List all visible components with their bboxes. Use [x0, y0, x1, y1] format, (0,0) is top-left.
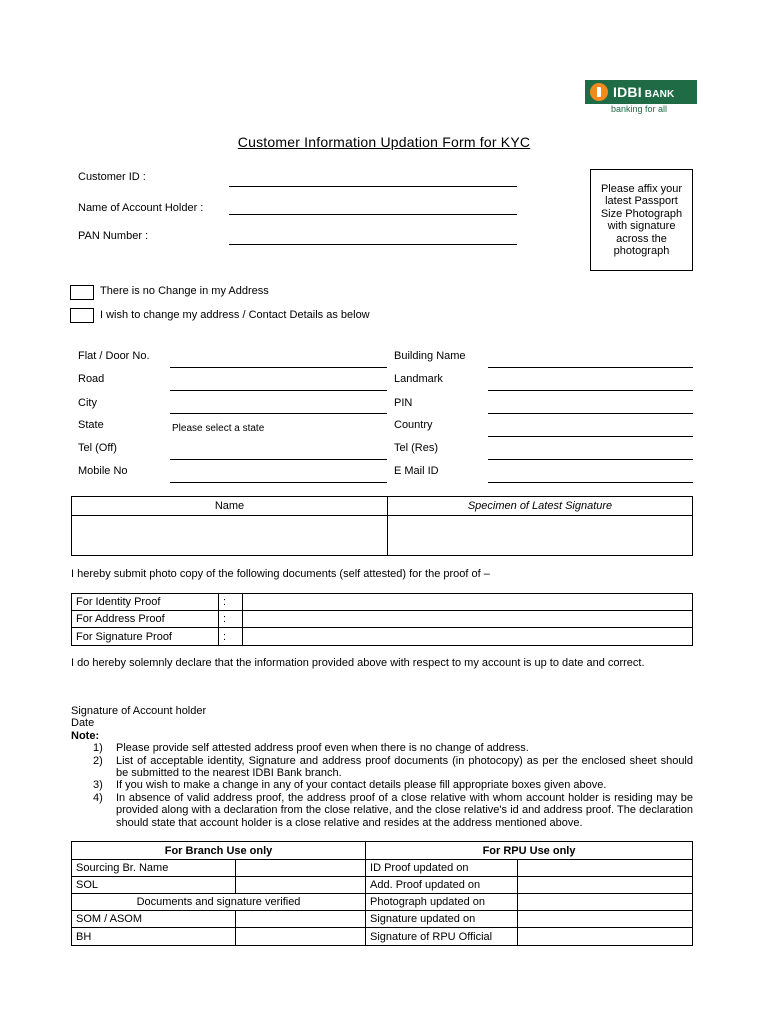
docs-verified-label: Documents and signature verified — [72, 894, 366, 911]
no-change-checkbox[interactable] — [70, 285, 94, 300]
tel-res-label: Tel (Res) — [394, 442, 439, 454]
note-item: 4) In absence of valid address proof, the address proof of a close relative with whom account holder is residing may be provided along with a declaration from the close relative, and the close relative's id and address proof. The declaration should state that account holder is a close relative and resides at the address mentioned above. — [93, 791, 693, 829]
landmark-field[interactable] — [488, 390, 693, 391]
office-use-table — [71, 841, 693, 946]
email-label: E Mail ID — [394, 465, 439, 477]
sol-field[interactable] — [236, 877, 366, 894]
logo-banner — [585, 80, 697, 104]
city-field[interactable] — [170, 413, 387, 414]
address-proof-field[interactable] — [243, 611, 693, 628]
idbi-emblem-icon — [590, 83, 608, 101]
id-proof-updated-label: ID Proof updated on — [366, 860, 518, 877]
photograph-updated-label: Photograph updated on — [366, 894, 518, 911]
bh-label: BH — [72, 928, 236, 946]
sourcing-branch-label: Sourcing Br. Name — [72, 860, 236, 877]
tel-off-field[interactable] — [170, 459, 387, 460]
signature-cell[interactable] — [388, 516, 693, 556]
no-change-label: There is no Change in my Address — [100, 285, 269, 297]
building-name-field[interactable] — [488, 367, 693, 368]
signature-proof-field[interactable] — [243, 628, 693, 646]
note-item: 1) Please provide self attested address proof even when there is no change of address. — [93, 742, 529, 755]
account-holder-label: Name of Account Holder : — [78, 202, 204, 214]
signature-line: Signature of Account holder — [71, 705, 207, 717]
road-field[interactable] — [170, 390, 387, 391]
flat-door-field[interactable] — [170, 367, 387, 368]
road-label: Road — [78, 373, 105, 385]
photograph-updated-field[interactable] — [518, 894, 693, 911]
proof-separator: : — [219, 628, 243, 646]
name-cell[interactable] — [72, 516, 388, 556]
rpu-official-signature-field[interactable] — [518, 928, 693, 946]
idbi-bank-logo — [585, 80, 697, 116]
rpu-use-header: For RPU Use only — [366, 842, 693, 860]
photograph-box — [590, 169, 693, 271]
som-asom-field[interactable] — [236, 911, 366, 928]
signature-updated-label: Signature updated on — [366, 911, 518, 928]
notes-section — [71, 705, 693, 829]
note-heading: Note: — [71, 729, 100, 742]
declaration-text: I do hereby solemnly declare that the information provided above with respect to my account is up to date and correct. — [71, 657, 645, 669]
identity-proof-label: For Identity Proof — [72, 594, 219, 611]
som-asom-label: SOM / ASOM — [72, 911, 236, 928]
identity-proof-field[interactable] — [243, 594, 693, 611]
logo-wordmark: IDBI BANK — [613, 84, 675, 100]
customer-id-field[interactable] — [229, 186, 517, 187]
country-label: Country — [394, 419, 433, 431]
proof-table — [71, 593, 693, 646]
rpu-official-signature-label: Signature of RPU Official — [366, 928, 518, 946]
note-item: 2) List of acceptable identity, Signature and address proof documents (in photocopy) as per the enclosed sheet should be submitted to the nearest IDBI Bank branch. — [93, 754, 693, 780]
branch-use-header: For Branch Use only — [72, 842, 366, 860]
state-select[interactable]: Please select a state — [172, 423, 265, 434]
city-label: City — [78, 397, 97, 409]
bh-field[interactable] — [236, 928, 366, 946]
photograph-instructions: Please affix your latest Passport Size Photograph with signature across the photograph — [600, 182, 683, 257]
proof-intro: I hereby submit photo copy of the following documents (self attested) for the proof of – — [71, 568, 490, 580]
mobile-field[interactable] — [170, 482, 387, 483]
add-proof-updated-label: Add. Proof updated on — [366, 877, 518, 894]
customer-id-label: Customer ID : — [78, 171, 146, 183]
pin-label: PIN — [394, 397, 413, 409]
tel-res-field[interactable] — [488, 459, 693, 460]
proof-separator: : — [219, 594, 243, 611]
id-proof-updated-field[interactable] — [518, 860, 693, 877]
change-address-label: I wish to change my address / Contact Details as below — [100, 309, 370, 321]
note-item: 3) If you wish to make a change in any of your contact details please fill appropriate boxes given above. — [93, 779, 607, 792]
signature-updated-field[interactable] — [518, 911, 693, 928]
country-field[interactable] — [488, 436, 693, 437]
tel-off-label: Tel (Off) — [78, 442, 117, 454]
pin-field[interactable] — [488, 413, 693, 414]
proof-separator: : — [219, 611, 243, 628]
signature-proof-label: For Signature Proof — [72, 628, 219, 646]
flat-door-label: Flat / Door No. — [78, 350, 150, 362]
specimen-signature-header: Specimen of Latest Signature — [388, 497, 693, 516]
address-proof-label: For Address Proof — [72, 611, 219, 628]
pan-label: PAN Number : — [78, 230, 149, 242]
pan-field[interactable] — [229, 244, 517, 245]
landmark-label: Landmark — [394, 373, 443, 385]
name-signature-table — [71, 496, 693, 556]
sourcing-branch-field[interactable] — [236, 860, 366, 877]
logo-tagline: banking for all — [611, 104, 668, 114]
building-name-label: Building Name — [394, 350, 466, 362]
change-address-checkbox[interactable] — [70, 308, 94, 323]
account-holder-field[interactable] — [229, 214, 517, 215]
mobile-label: Mobile No — [78, 465, 128, 477]
name-header: Name — [72, 497, 388, 516]
form-title: Customer Information Updation Form for KYC — [237, 134, 531, 150]
date-line: Date — [71, 717, 95, 730]
email-field[interactable] — [488, 482, 693, 483]
sol-label: SOL — [72, 877, 236, 894]
state-label: State — [78, 419, 104, 431]
note-list — [71, 742, 693, 829]
add-proof-updated-field[interactable] — [518, 877, 693, 894]
